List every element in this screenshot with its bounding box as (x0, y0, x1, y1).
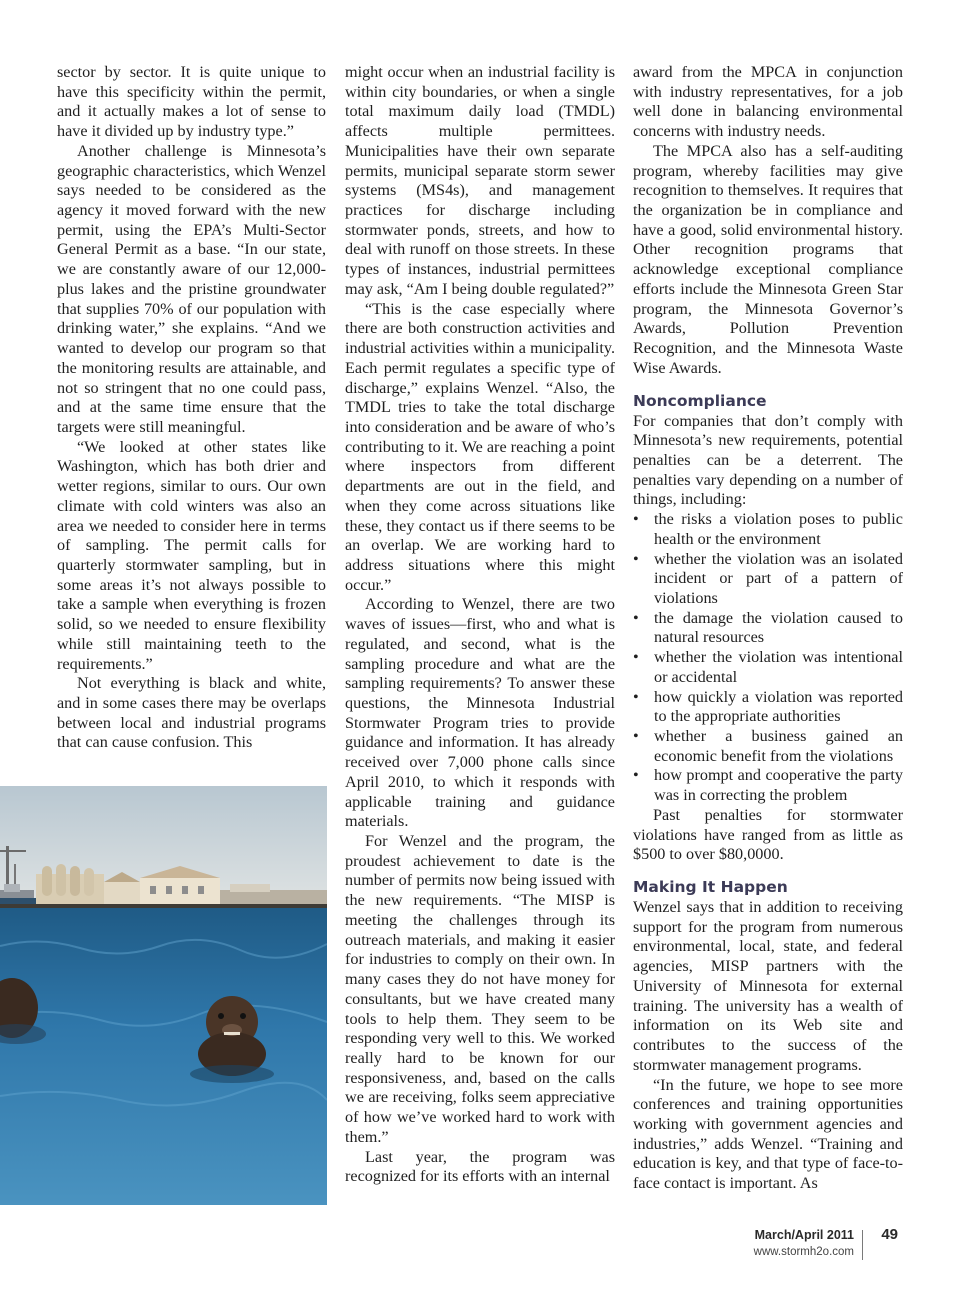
list-item-text: how prompt and cooperative the party was in correcting the problem (654, 766, 903, 805)
penalty-factors-list (633, 510, 903, 806)
paragraph: “We looked at other states like Washington, which has both drier and wetter regions, similar to ours. Our own climate with cold winters was also an area we needed to consider here in terms of sampling. The permit calls for quarterly stormwater sampling, but in some areas it’s not always possible to take a sample when everything is frozen solid, so we needed to ensure flexibility while still maintaining teeth to the requirements.” (57, 437, 326, 673)
list-item-text: how quickly a violation was reported to the appropriate authorities (654, 687, 903, 726)
page-number: 49 (881, 1226, 898, 1243)
list-item (633, 727, 903, 766)
article-column-2 (345, 63, 615, 1187)
list-item-text: whether a business gained an economic benefit from the violations (654, 727, 903, 765)
paragraph: might occur when an industrial facility is within city boundaries, or when a single total maximum daily load (TMDL) affects multiple permittees. Municipalities have their own separate permits, municipal separate storm sewer systems (MS4s), and management practices for discharge including stormwater ponds, streets, and how to deal with runoff on those streets. In these types of instances, industrial permittees may ask, “Am I being double regulated?” (345, 63, 615, 298)
list-item-text: whether the violation was an isolated incident or part of a pattern of violations (654, 549, 903, 607)
paragraph: For Wenzel and the program, the proudest achievement to date is the number of permits now being issued with the new requirements. “The MISP is meeting the challenges through its outreach materials, and making it easier for industries to comply on their own. In many cases they do not have money for consultants, but we have created many tools to help them. They seem to be responding very well to this. We worked really hard to be known for our responsiveness, and, based on the calls we are receiving, folks seem appreciative of how we’ve worked hard to work with them.” (345, 832, 615, 1146)
footer-divider (862, 1230, 863, 1260)
list-item (633, 688, 903, 727)
list-item (633, 609, 903, 648)
section-heading-making-it-happen: Making It Happen (633, 878, 788, 897)
paragraph: Not everything is black and white, and in some cases there may be overlaps between local and industrial programs that can cause confusion. This (57, 674, 326, 752)
bullet-icon: • (633, 608, 639, 627)
article-column-1 (57, 63, 326, 753)
paragraph: Another challenge is Minnesota’s geographic characteristics, which Wenzel says needed to be considered as the agency it moved forward with the new permit, using the EPA’s Multi-Sector General Permit as a base. “In our state, we are constantly aware of our 12,000-plus lakes and the pristine groundwater that supplies 70% of our population with drinking water,” she explains. “And we wanted to develop our program so that the monitoring results are attainable, and not so stringent that no one could pass, and at the same time ensure that the targets were still meaningful. (57, 141, 326, 436)
list-item-text: the risks a violation poses to public health or the environment (654, 510, 903, 548)
bullet-icon: • (633, 549, 639, 568)
article-column-3 (633, 63, 903, 1194)
paragraph: According to Wenzel, there are two waves of issues—first, who and what is regulated, and second, what is the sampling procedure and what are the sampling requirements? To answer these questions, the Minnesota Industrial Stormwater Program tries to provide guidance and information. It has already received over 7,000 phone calls since April 2010, to which it responds with applicable training and guidance materials. (345, 595, 615, 831)
paragraph: award from the MPCA in conjunction with industry representatives, for a job well done in balancing environmental concerns with industry needs. (633, 63, 903, 141)
bullet-icon: • (633, 727, 639, 745)
paragraph: sector by sector. It is quite unique to have this specificity within the permit, and it actually makes a lot of sense to have it divided up by industry type.” (57, 63, 326, 141)
bullet-icon: • (633, 648, 639, 667)
paragraph: Wenzel says that in addition to receiving support for the program from numerous environmental, local, state, and federal agencies, MISP partners with the University of Minnesota for external training. The university has a wealth of information on its Web site and contributes to the success of the stormwater management programs. (633, 898, 903, 1074)
paragraph: The MPCA also has a self-auditing program, whereby facilities may give recognition to themselves. It requires that the organization be in compliance and have a good, solid environmental history. Other recognition programs that acknowledge exceptional compliance efforts include the Minnesota Green Star program, the Minnesota Governor’s Awards, Pollution Prevention Recognition, and the Minnesota Waste Wise Awards. (633, 141, 903, 377)
section-heading-noncompliance: Noncompliance (633, 391, 767, 410)
issue-date: March/April 2011 (754, 1228, 854, 1242)
list-item (633, 766, 903, 805)
list-item-text: whether the violation was intentional or accidental (654, 648, 903, 686)
list-item-text: the damage the violation caused to natural resources (654, 608, 903, 647)
bullet-icon: • (633, 766, 639, 785)
paragraph: Past penalties for stormwater violations have ranged from as little as $500 to over $80,0000. (633, 805, 903, 864)
bullet-icon: • (633, 510, 639, 529)
harbor-otters-photo (0, 786, 327, 1205)
list-item (633, 510, 903, 549)
list-item (633, 648, 903, 687)
paragraph: For companies that don’t comply with Minnesota’s new requirements, potential penalties can be a deterrent. The penalties vary depending on a number of things, including: (633, 411, 903, 509)
paragraph: “In the future, we hope to see more conferences and training opportunities working with government agencies and industries,” adds Wenzel. “Training and education is key, and that type of face-to-face contact is important. As (633, 1075, 903, 1193)
website-url: www.stormh2o.com (753, 1246, 854, 1258)
list-item (633, 550, 903, 609)
page-footer (698, 1228, 898, 1268)
paragraph: Last year, the program was recognized for its efforts with an internal (345, 1147, 615, 1186)
bullet-icon: • (633, 687, 639, 706)
paragraph: “This is the case especially where there are both construction activities and industrial activities within a municipality. Each permit regulates a specific type of discharge,” explains Wenzel. “Also, the TMDL tries to take the total discharge into consideration and be aware of who’s contributing to it. We are reaching a point where inspectors from different departments are out in the field, and when they come across situations like these, they contact us if there seems to be an overlap. We are working hard to address situations where this might occur.” (345, 299, 615, 594)
